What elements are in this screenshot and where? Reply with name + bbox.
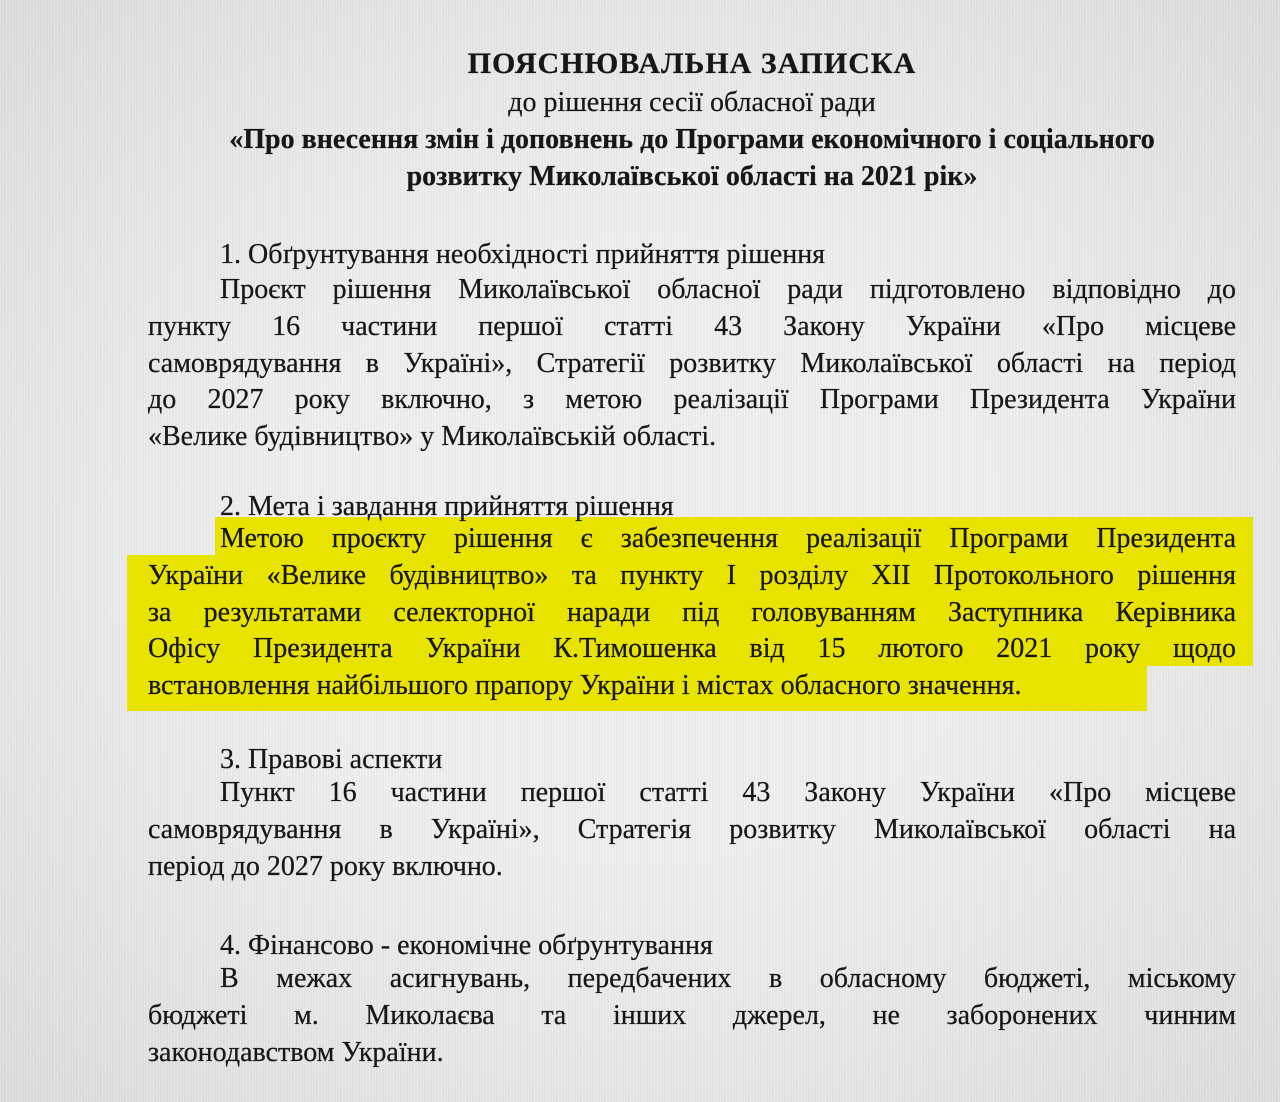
subtitle-line: «Про внесення змін і доповнень до Програми економічного і соціального bbox=[229, 124, 1155, 155]
paragraph-line: пункту 16 частини першої статті 43 Закону України «Про місцеве bbox=[148, 310, 1236, 342]
section-heading-3: 3. Правові аспекти bbox=[220, 744, 443, 775]
paragraph-line: Проєкт рішення Миколаївської обласної ради підготовлено відповідно до bbox=[220, 274, 1236, 305]
subtitle-line: розвитку Миколаївської області на 2021 рік» bbox=[406, 161, 978, 192]
paragraph-line: самоврядування в Україні», Стратегія розвитку Миколаївської області на bbox=[148, 813, 1236, 845]
highlighted-paragraph-line: Метою проєкту рішення є забезпечення реалізації Програми Президента bbox=[220, 523, 1236, 554]
title-block bbox=[148, 44, 1236, 195]
section-heading-1: 1. Обґрунтування необхідності прийняття рішення bbox=[220, 239, 826, 270]
paragraph-line: В межах асигнувань, передбачених в обласному бюджеті, міському bbox=[220, 963, 1236, 994]
section-heading-2: 2. Мета і завдання прийняття рішення bbox=[220, 491, 674, 522]
highlighted-paragraph-line: Офісу Президента України К.Тимошенка від 15 лютого 2021 року щодо bbox=[148, 633, 1236, 665]
highlighted-paragraph-line: за результатами селекторної наради під головуванням Заступника Керівника bbox=[148, 596, 1236, 628]
document-title: ПОЯСНЮВАЛЬНА ЗАПИСКА bbox=[467, 47, 917, 80]
section-paragraph-2-highlighted bbox=[148, 521, 1236, 705]
paragraph-line: бюджеті м. Миколаєва та інших джерел, не заборонених чинним bbox=[148, 999, 1236, 1031]
paragraph-line: до 2027 року включно, з метою реалізації Програми Президента України bbox=[148, 384, 1236, 416]
section-heading-4: 4. Фінансово - економічне обґрунтування bbox=[220, 930, 713, 961]
highlighted-paragraph-line: встановлення найбільшого прапору України і містах обласного значення. bbox=[148, 670, 1022, 702]
paragraph-line: самоврядування в Україні», Стратегії розвитку Миколаївської області на період bbox=[148, 347, 1236, 379]
paragraph-line: період до 2027 року включно. bbox=[148, 850, 503, 882]
paragraph-line: законодавством України. bbox=[148, 1036, 444, 1068]
paragraph-line: Пункт 16 частини першої статті 43 Закону України «Про місцеве bbox=[220, 777, 1236, 808]
section-paragraph-1 bbox=[148, 272, 1236, 456]
paragraph-line: «Велике будівництво» у Миколаївській області. bbox=[148, 421, 717, 453]
highlighted-paragraph-line: України «Велике будівництво» та пункту І розділу ХІІ Протокольного рішення bbox=[148, 559, 1236, 591]
section-paragraph-4 bbox=[148, 961, 1236, 1071]
section-paragraph-3 bbox=[148, 775, 1236, 885]
subtitle-line: до рішення сесії обласної ради bbox=[508, 87, 876, 118]
